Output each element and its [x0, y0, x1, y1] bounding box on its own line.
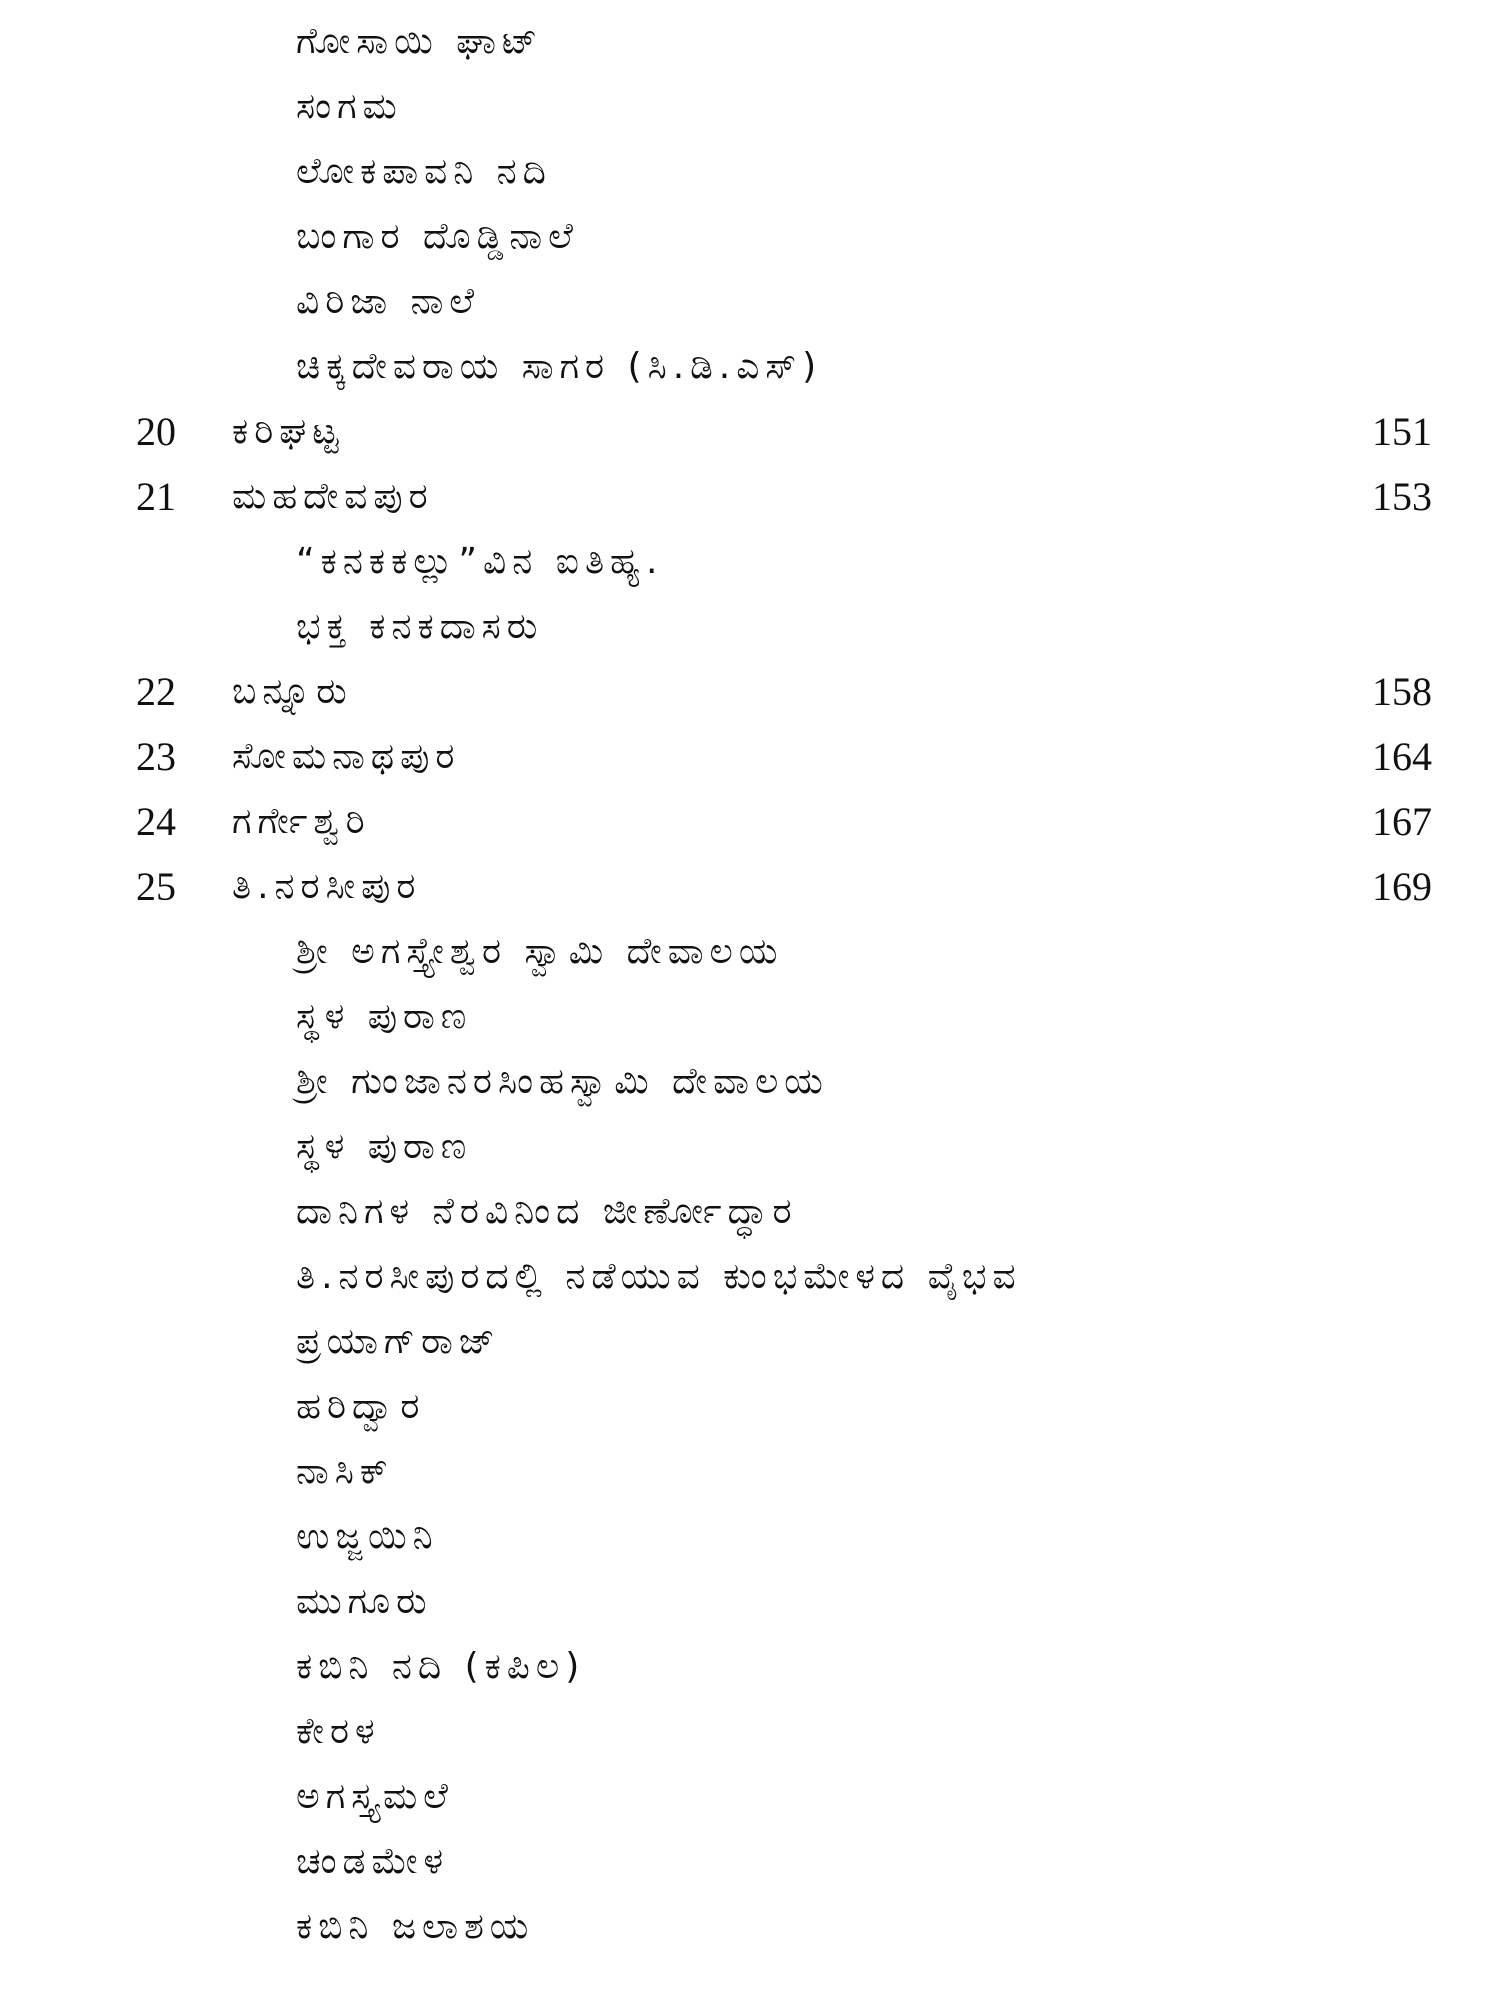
- toc-subentry: [0, 1570, 1500, 1634]
- entry-title: ಕೇರಳ: [296, 1711, 381, 1752]
- toc-subentry: [0, 920, 1500, 984]
- toc-subentry: [0, 1635, 1500, 1699]
- toc-subentry: [0, 530, 1500, 594]
- toc-subentry: [0, 1830, 1500, 1894]
- chapter-title: ಗರ್ಗೇಶ್ವರಿ: [232, 801, 371, 842]
- entry-title: ಹರಿದ್ವಾರ: [296, 1386, 426, 1427]
- page-number: 167: [1372, 799, 1432, 844]
- entry-title: “ಕನಕಕಲ್ಲು”ವಿನ ಐತಿಹ್ಯ.: [296, 541, 664, 582]
- toc-subentry: [0, 1895, 1500, 1959]
- toc-subentry: [0, 1180, 1500, 1244]
- chapter-number: 22: [136, 669, 176, 714]
- entry-title: ಸ್ಥಳ ಪುರಾಣ: [296, 996, 473, 1037]
- toc-subentry: [0, 1440, 1500, 1504]
- entry-title: ಬಂಗಾರ ದೊಡ್ಡಿನಾಲೆ: [296, 216, 579, 257]
- chapter-number: 20: [136, 409, 176, 454]
- entry-title: ಭಕ್ತ ಕನಕದಾಸರು: [296, 606, 544, 647]
- toc-subentry: [0, 140, 1500, 204]
- chapter-title: ಬನ್ನೂರು: [232, 671, 353, 712]
- chapter-title: ತಿ.ನರಸೀಪುರ: [232, 866, 422, 907]
- toc-subentry: [0, 75, 1500, 139]
- page-number: 153: [1372, 474, 1432, 519]
- chapter-title: ಮಹದೇವಪುರ: [232, 476, 434, 517]
- toc-subentry: [0, 205, 1500, 269]
- entry-title: ದಾನಿಗಳ ನೆರವಿನಿಂದ ಜೀರ್ಣೋದ್ಧಾರ: [296, 1191, 798, 1232]
- toc-chapter-row: [0, 660, 1500, 724]
- entry-title: ತಿ.ನರಸೀಪುರದಲ್ಲಿ ನಡೆಯುವ ಕುಂಭಮೇಳದ ವೈಭವ: [296, 1256, 1022, 1297]
- chapter-title: ಸೋಮನಾಥಪುರ: [232, 736, 461, 777]
- entry-title: ಉಜ್ಜಯಿನಿ: [296, 1516, 439, 1557]
- entry-title: ಲೋಕಪಾವನಿ ನದಿ: [296, 151, 552, 192]
- toc-subentry: [0, 335, 1500, 399]
- toc-subentry: [0, 1700, 1500, 1764]
- entry-title: ಅಗಸ್ತ್ಯಮಲೆ: [296, 1776, 454, 1817]
- toc-subentry: [0, 1505, 1500, 1569]
- entry-title: ಮುಗೂರು: [296, 1581, 433, 1622]
- toc-subentry: [0, 1375, 1500, 1439]
- entry-title: ವಿರಿಜಾ ನಾಲೆ: [296, 281, 481, 322]
- toc-chapter-row: [0, 465, 1500, 529]
- entry-title: ಶ್ರೀ ಅಗಸ್ತ್ಯೇಶ್ವರ ಸ್ವಾಮಿ ದೇವಾಲಯ: [296, 931, 784, 972]
- entry-title: ಕಬಿನಿ ಜಲಾಶಯ: [296, 1906, 535, 1947]
- chapter-number: 24: [136, 799, 176, 844]
- toc-subentry: [0, 270, 1500, 334]
- entry-title: ಶ್ರೀ ಗುಂಜಾನರಸಿಂಹಸ್ವಾಮಿ ದೇವಾಲಯ: [296, 1061, 829, 1102]
- chapter-number: 23: [136, 734, 176, 779]
- toc-subentry: [0, 1115, 1500, 1179]
- toc-subentry: [0, 1310, 1500, 1374]
- chapter-number: 25: [136, 864, 176, 909]
- page-number: 169: [1372, 864, 1432, 909]
- entry-title: ಚಿಕ್ಕದೇವರಾಯ ಸಾಗರ (ಸಿ.ಡಿ.ಎಸ್): [296, 346, 823, 387]
- toc-chapter-row: [0, 855, 1500, 919]
- chapter-number: 21: [136, 474, 176, 519]
- toc-subentry: [0, 1245, 1500, 1309]
- page-number: 158: [1372, 669, 1432, 714]
- toc-chapter-row: [0, 725, 1500, 789]
- entry-title: ಗೋಸಾಯಿ ಘಾಟ್: [296, 21, 544, 62]
- toc-chapter-row: [0, 790, 1500, 854]
- toc-subentry: [0, 985, 1500, 1049]
- entry-title: ಸಂಗಮ: [296, 86, 403, 127]
- chapter-title: ಕರಿಘಟ್ಟ: [232, 411, 345, 452]
- entry-title: ನಾಸಿಕ್: [296, 1451, 394, 1492]
- page-number: 164: [1372, 734, 1432, 779]
- entry-title: ಕಬಿನಿ ನದಿ (ಕಪಿಲ): [296, 1646, 586, 1687]
- entry-title: ಪ್ರಯಾಗ್‌ರಾಜ್: [296, 1321, 501, 1362]
- toc-subentry: [0, 1765, 1500, 1829]
- toc-subentry: [0, 595, 1500, 659]
- toc-chapter-row: [0, 400, 1500, 464]
- toc-subentry: [0, 1050, 1500, 1114]
- entry-title: ಚಂಡಮೇಳ: [296, 1841, 450, 1882]
- entry-title: ಸ್ಥಳ ಪುರಾಣ: [296, 1126, 473, 1167]
- page-number: 151: [1372, 409, 1432, 454]
- toc-subentry: [0, 10, 1500, 74]
